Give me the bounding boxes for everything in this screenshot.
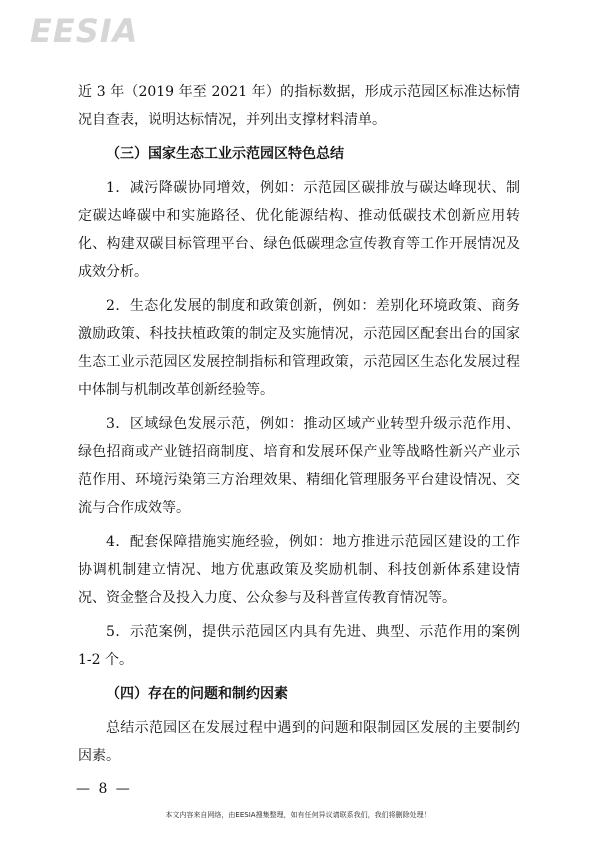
page-number: — 8 —: [76, 781, 132, 797]
paragraph-summary: 总结示范园区在发展过程中遇到的问题和限制园区发展的主要制约因素。: [78, 720, 520, 764]
document-body: [78, 78, 520, 776]
eesia-logo: EESIA: [30, 12, 139, 50]
paragraph-item-4: 4．配套保障措施实施经验，例如：地方推进示范园区建设的工作协调机制建立情况、地方优惠政策及奖励机制、科技创新体系建设情况、资金整合及投入力度、公众参与及科普宣传教育情况等。: [78, 534, 520, 606]
paragraph-item-1: 1．减污降碳协同增效，例如：示范园区碳排放与碳达峰现状、制定碳达峰碳中和实施路径、优化能源结构、推动低碳技术创新应用转化、构建双碳目标管理平台、绿色低碳理念宣传教育等工作开展情况及成效分析。: [78, 180, 520, 280]
footer-disclaimer: 本文内容来自网络，由EESIA搜集整理，如有任何异议请联系我们，我们将删除处理！: [165, 811, 431, 819]
paragraph-item-2: 2．生态化发展的制度和政策创新，例如：差别化环境政策、商务激励政策、科技扶植政策的制定及实施情况，示范园区配套出台的国家生态工业示范园区发展控制指标和管理政策，示范园区生态化发展过程中体制与机制改革创新经验等。: [78, 298, 520, 398]
section-heading-3: （三）国家生态工业示范园区特色总结: [106, 146, 344, 162]
paragraph-item-3: 3．区域绿色发展示范，例如：推动区域产业转型升级示范作用、绿色招商或产业链招商制度、培育和发展环保产业等战略性新兴产业示范作用、环境污染第三方治理效果、精细化管理服务平台建设情况、交流与合作成效等。: [78, 416, 520, 516]
section-heading-4: （四）存在的问题和制约因素: [106, 686, 288, 702]
paragraph-continuation: 近 3 年（2019 年至 2021 年）的指标数据，形成示范园区标准达标情况自查表，说明达标情况，并列出支撑材料清单。: [78, 84, 520, 128]
paragraph-item-5: 5．示范案例，提供示范园区内具有先进、典型、示范作用的案例 1-2 个。: [78, 624, 520, 668]
